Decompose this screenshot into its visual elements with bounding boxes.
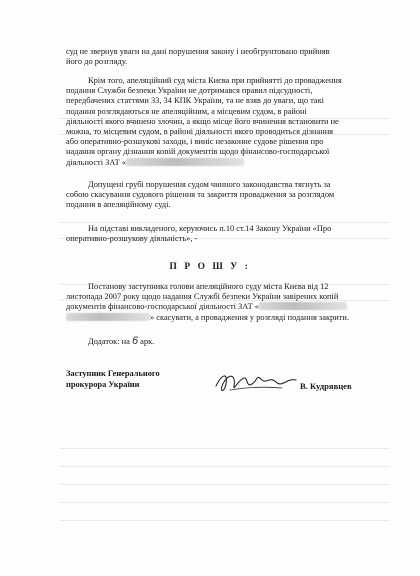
text-line: подання Служби безпеки України не дотримався правил підсудності,	[66, 86, 313, 96]
paragraph-basis	[66, 224, 331, 244]
text-line: його до розгляду.	[66, 57, 128, 67]
request-heading: П Р О Ш У :	[169, 262, 251, 272]
text-line: можна, то місцевим судом, в районі діяльності якого проводиться дізнання	[66, 127, 334, 137]
signatory-title-line: Заступник Генерального	[66, 369, 160, 378]
text-line: Допущені грубі порушення судом чинного законодавства тягнуть за	[88, 180, 331, 189]
attachment-note	[88, 336, 154, 347]
text-line: листопада 2007 року щодо надання Службі безпеки України завірених копій	[66, 292, 339, 302]
text-line	[66, 313, 349, 323]
text-fragment: діяльності ЗАТ «	[66, 157, 127, 167]
text-line: Постанову заступника голови апеляційного суду міста Києва від 12	[88, 282, 329, 291]
attachment-count: 6	[131, 335, 139, 347]
paragraph-request	[66, 282, 349, 323]
signatory-title-line: прокурора України	[66, 380, 140, 389]
text-line: або оперативно-розшукові заходи, і виніс незаконне судове рішення про	[66, 137, 324, 147]
text-line	[66, 302, 349, 312]
redaction-blur	[259, 302, 347, 310]
text-line: На підставі викладеного, керуючись п.10 ст.14 Закону України «Про	[88, 224, 332, 233]
text-line: передбачених статтями 33, 34 КПК України, та не взяв до уваги, що такі	[66, 96, 325, 106]
attachment-unit: арк.	[140, 337, 155, 346]
paragraph-continuation	[66, 47, 330, 67]
text-fragment: документів фінансово-господарської діяльності ЗАТ «	[66, 302, 259, 312]
text-line: собою скасування судового рішення та закриття провадження за розглядом	[66, 190, 335, 200]
handwritten-signature	[212, 366, 300, 400]
redaction-blur	[126, 158, 244, 166]
text-line: суд не звернув уваги на дані порушення закону і необгрунтовано прийняв	[66, 47, 330, 56]
text-line: діяльності якого вчинено злочин, а якщо місце його вчинення встановити не	[66, 116, 339, 126]
text-line: подання розглядаються не апеляційним, а місцевим судом, в районі	[66, 106, 307, 116]
paragraph-consequences	[66, 180, 334, 211]
text-line: Крім того, апеляційний суд міста Києва при прийнятті до провадження	[88, 76, 342, 85]
text-fragment: » скасувати, а провадження у розгляді подання закрити.	[150, 312, 349, 322]
text-line: оперативно-розшукову діяльність», -	[66, 234, 198, 244]
paragraph-jurisdiction	[66, 76, 342, 168]
attachment-label: Додаток: на	[88, 337, 130, 346]
text-line	[66, 158, 342, 168]
signatory-name: В. Кудрявцев	[300, 381, 352, 391]
signatory-title	[66, 368, 160, 390]
text-line: подання в апеляційному суді.	[66, 200, 171, 210]
text-line: надання органу дізнання копій документів щодо фінансово-господарської	[66, 147, 330, 157]
redaction-blur	[66, 313, 150, 321]
